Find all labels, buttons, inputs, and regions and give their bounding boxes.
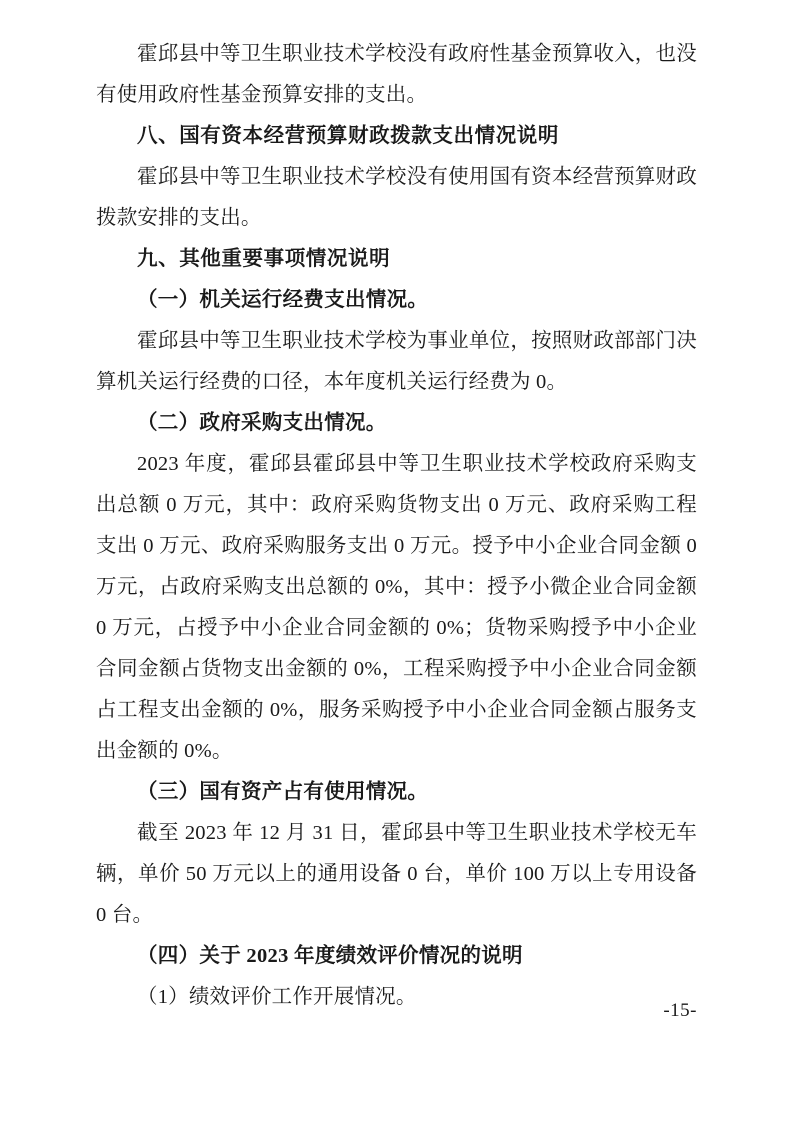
paragraph-performance-evaluation: （1）绩效评价工作开展情况。 (137, 986, 417, 1008)
subsection-heading-four: （四）关于 2023 年度绩效评价情况的说明 (137, 945, 523, 967)
document-body (96, 34, 697, 1018)
paragraph-government-procurement: 2023 年度，霍邱县霍邱县中等卫生职业技术学校政府采购支出总额 0 万元，其中：政府采购货物支出 0 万元、政府采购工程支出 0 万元、政府采购服务支出 0 万元。授予中小企业合同金额 0 万元，占政府采购支出总额的 0%，其中：授予小微企业合同金额 0 万元，占授予中小企业合同金额的 0%；货物采购授予中小企业合同金额占货物支出金额的 0%，工程采购授予中小企业合同金额占工程支出金额的 0%，服务采购授予中小企业合同金额占服务支出金额的 0%。 (96, 453, 697, 762)
subsection-heading-three: （三）国有资产占有使用情况。 (137, 781, 429, 803)
paragraph-state-assets: 截至 2023 年 12 月 31 日，霍邱县中等卫生职业技术学校无车辆，单价 50 万元以上的通用设备 0 台，单价 100 万以上专用设备 0 台。 (96, 822, 697, 926)
subsection-heading-two: （二）政府采购支出情况。 (137, 412, 387, 434)
paragraph-state-capital-expenditure: 霍邱县中等卫生职业技术学校没有使用国有资本经营预算财政拨款安排的支出。 (96, 166, 697, 229)
paragraph-fund-budget-income: 霍邱县中等卫生职业技术学校没有政府性基金预算收入，也没有使用政府性基金预算安排的支出。 (96, 43, 697, 106)
section-heading-eight: 八、国有资本经营预算财政拨款支出情况说明 (137, 125, 559, 147)
page-number: -15- (663, 1000, 697, 1021)
subsection-heading-one: （一）机关运行经费支出情况。 (137, 289, 429, 311)
section-heading-nine: 九、其他重要事项情况说明 (137, 248, 391, 270)
paragraph-operating-expenses: 霍邱县中等卫生职业技术学校为事业单位，按照财政部部门决算机关运行经费的口径，本年度机关运行经费为 0。 (96, 330, 697, 393)
